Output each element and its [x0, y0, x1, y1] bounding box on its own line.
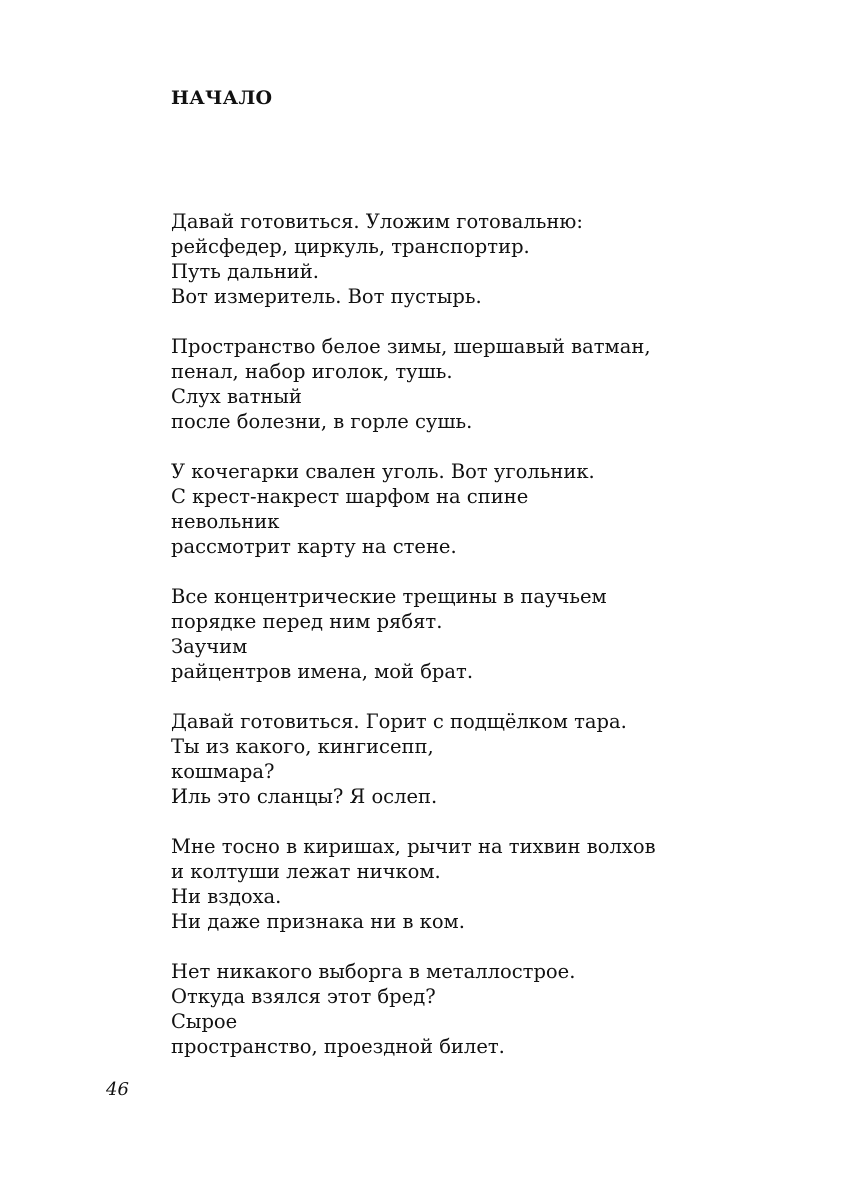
- poem-line: и колтуши лежат ничком.: [171, 860, 441, 883]
- poem-line: пространство, проездной билет.: [171, 1035, 505, 1058]
- stanza: [171, 709, 811, 834]
- poem-line: Ни вздоха.: [171, 885, 282, 908]
- poem-line: Сырое: [171, 1010, 238, 1033]
- poem-line: порядке перед ним рябят.: [171, 610, 443, 633]
- poem-line: Пространство белое зимы, шершавый ватман,: [171, 335, 651, 358]
- poem-title: НАЧАЛО: [171, 87, 273, 109]
- stanza: [171, 584, 811, 709]
- poem-line: кошмара?: [171, 760, 275, 783]
- stanza: [171, 834, 811, 959]
- poem-line: Заучим: [171, 635, 248, 658]
- stanza: [171, 959, 811, 1084]
- poem-line: Все концентрические трещины в паучьем: [171, 585, 607, 608]
- poem-line: Иль это сланцы? Я ослеп.: [171, 785, 438, 808]
- poem-line: Путь дальний.: [171, 260, 319, 283]
- poem-line: Ты из какого, кингисепп,: [171, 735, 434, 758]
- poem-line: райцентров имена, мой брат.: [171, 660, 474, 683]
- poem-line: С крест-накрест шарфом на спине: [171, 485, 529, 508]
- poem-line: Ни даже признака ни в ком.: [171, 910, 465, 933]
- stanza: [171, 334, 811, 459]
- poem-line: Давай готовиться. Уложим готовальню:: [171, 210, 583, 233]
- poem-line: Нет никакого выборга в металлострое.: [171, 960, 576, 983]
- poem-line: рейсфедер, циркуль, транспортир.: [171, 235, 530, 258]
- stanza: [171, 459, 811, 584]
- poem-body: [171, 209, 811, 1084]
- poem-line: рассмотрит карту на стене.: [171, 535, 457, 558]
- poem-line: Слух ватный: [171, 385, 302, 408]
- poem-line: Вот измеритель. Вот пустырь.: [171, 285, 482, 308]
- page-number: 46: [106, 1079, 129, 1100]
- poem-line: У кочегарки свален уголь. Вот угольник.: [171, 460, 595, 483]
- poem-line: Откуда взялся этот бред?: [171, 985, 436, 1008]
- poem-line: после болезни, в горле сушь.: [171, 410, 473, 433]
- poem-line: невольник: [171, 510, 280, 533]
- poem-line: Давай готовиться. Горит с подщёлком тара.: [171, 710, 627, 733]
- poem-line: Мне тосно в киришах, рычит на тихвин волхов: [171, 835, 656, 858]
- stanza: [171, 209, 811, 334]
- poem-line: пенал, набор иголок, тушь.: [171, 360, 453, 383]
